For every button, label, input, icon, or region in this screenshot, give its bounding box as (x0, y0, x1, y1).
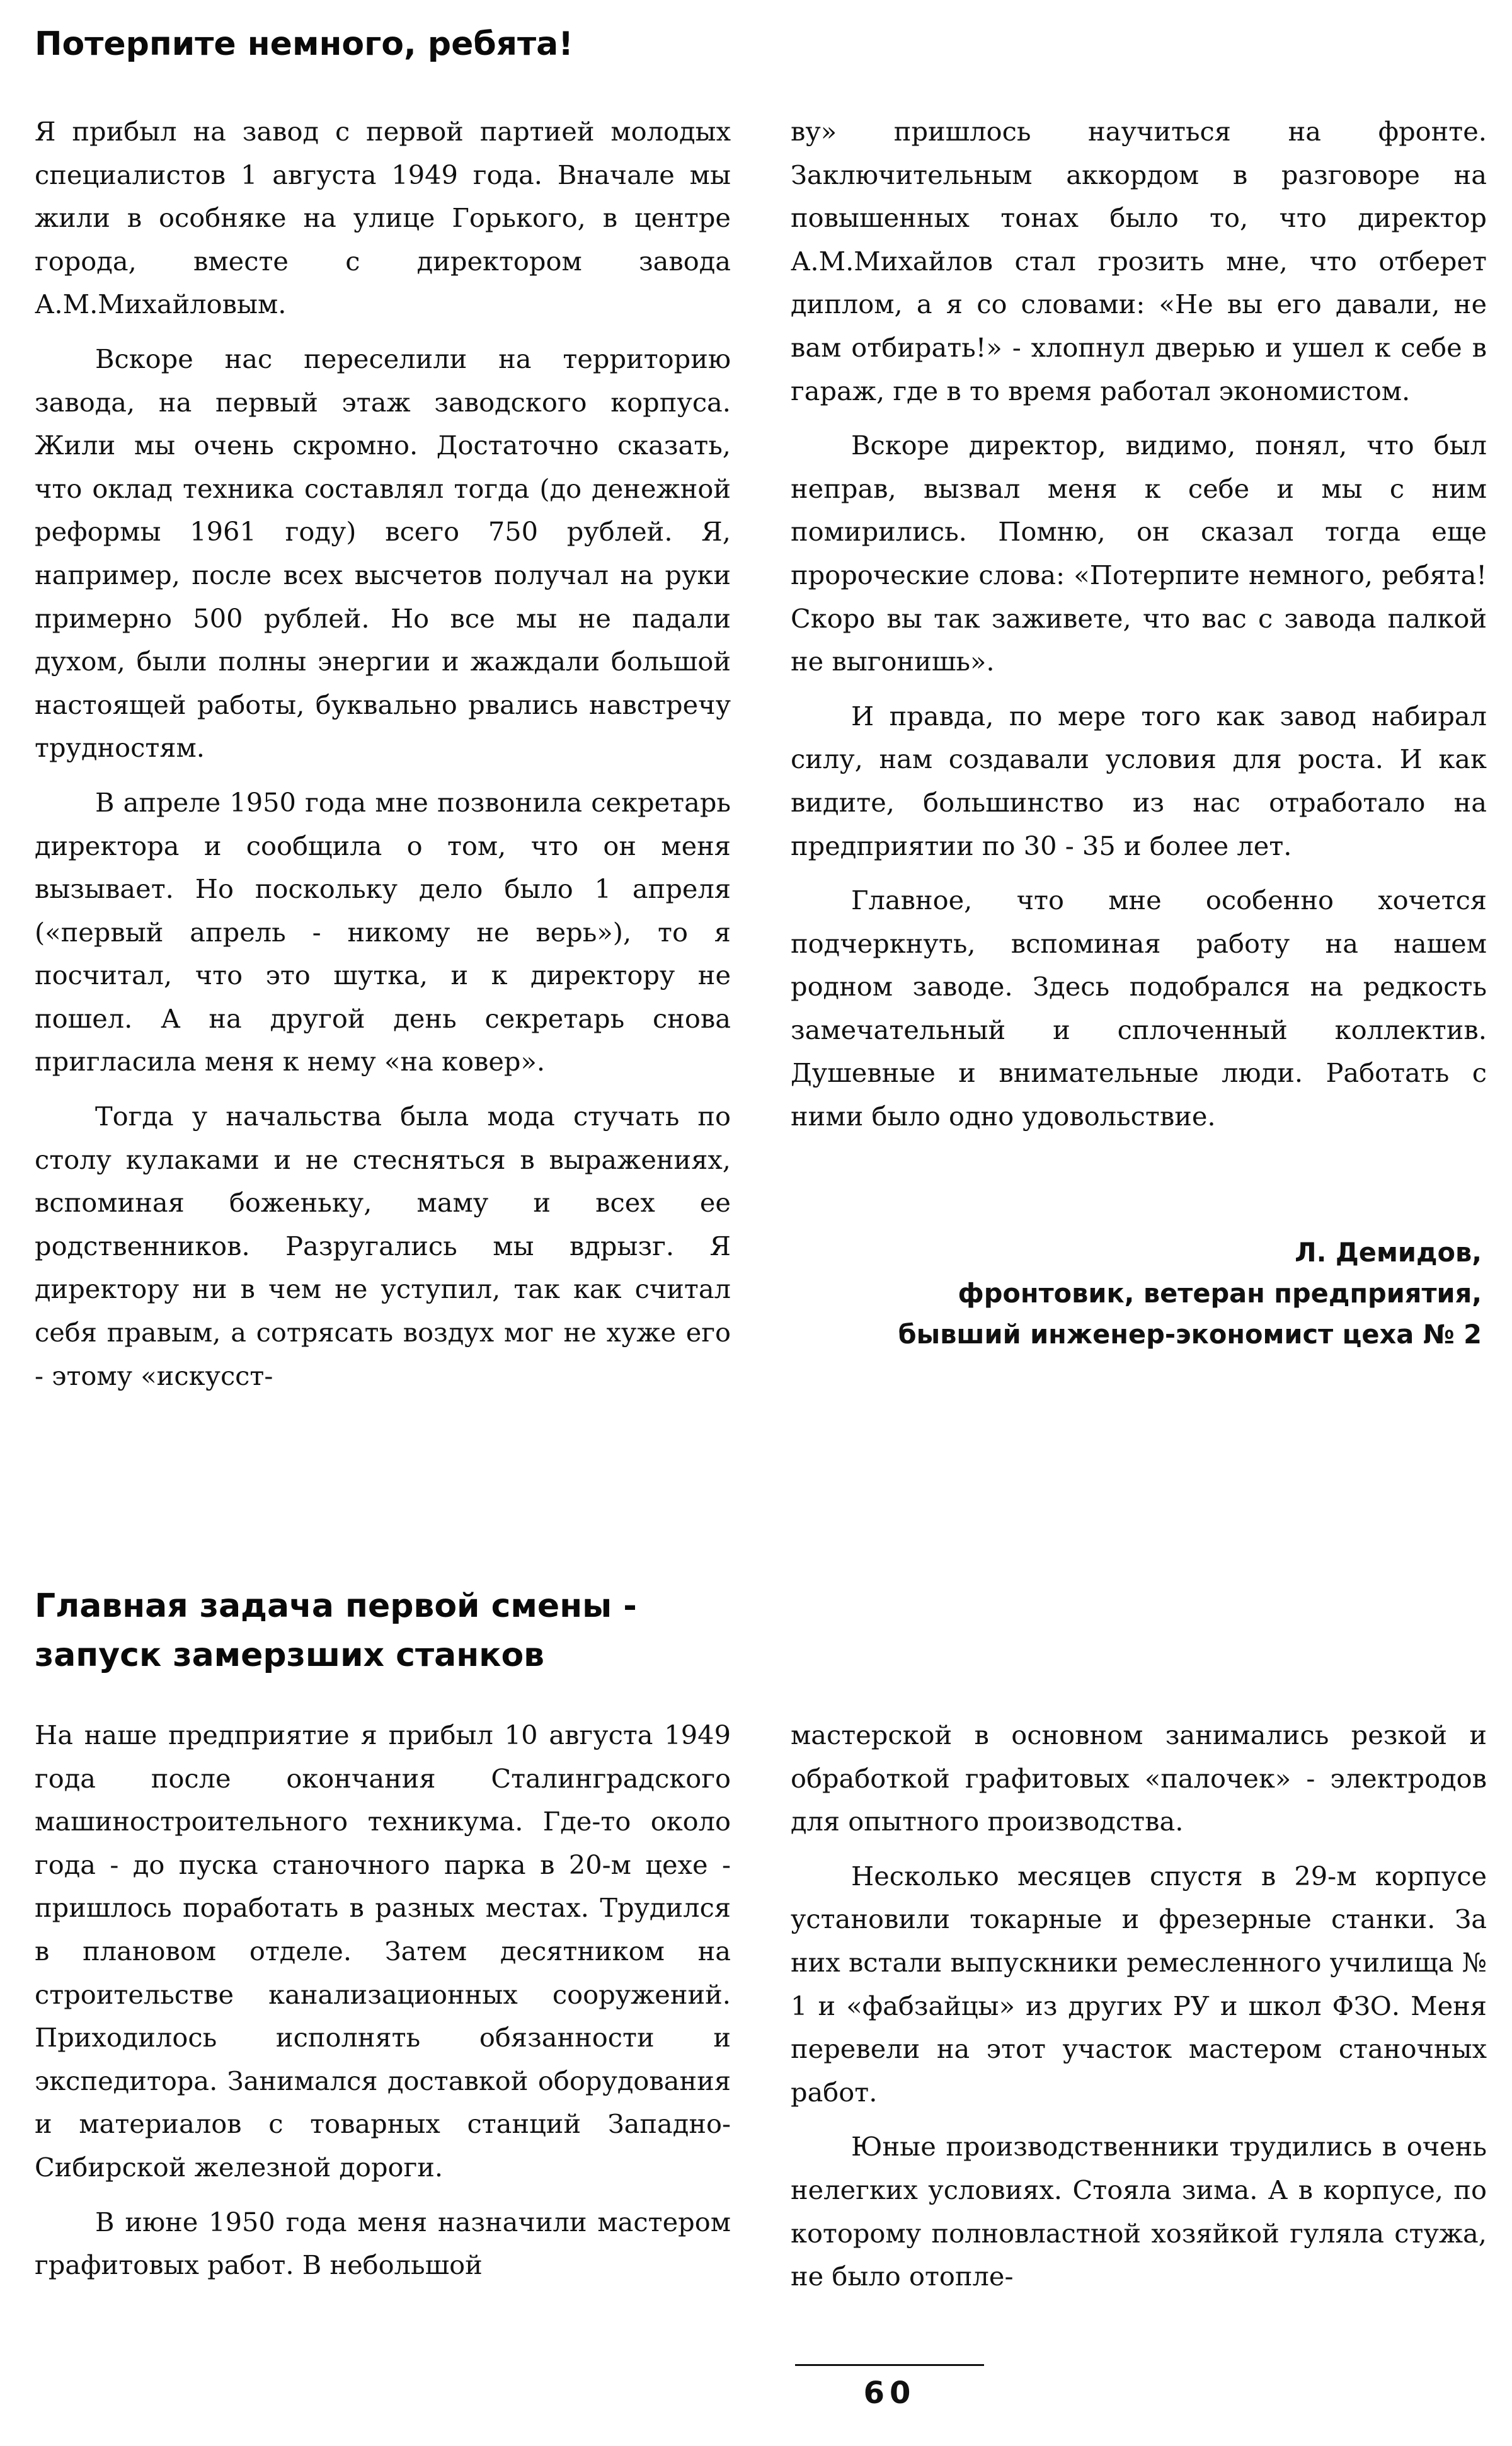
page-number-rule (795, 2364, 984, 2366)
article-1-paragraph: Вскоре нас переселили на территорию завода, на первый этаж заводского корпуса. Жили мы очень скромно. Достаточно сказать, что оклад техника составлял тогда (до денежной реформы 1961 году) всего 750 рублей. Я, например, после всех высчетов получал на руки примерно 500 рублей. Но все мы не падали духом, были полны энергии и жаждали большой настоящей работы, буквально рвались навстречу трудностям. (35, 343, 731, 764)
article-2-paragraph: Юные производственники трудились в очень нелегких условиях. Стояла зима. А в корпусе, по которому полновластной хозяйкой гуляла стужа, не было отопле- (791, 2131, 1487, 2292)
author-position: бывший инженер-экономист цеха № 2 (898, 1319, 1482, 1350)
article-1-paragraph: В апреле 1950 года мне позвонила секретарь директора и сообщила о том, что он меня вызывает. Но поскольку дело было 1 апреля («первый апрель - никому не верь»), то я посчитал, что это шутка, и к директору не пошел. А на другой день секретарь снова пригласила меня к нему «на ковер». (35, 786, 731, 1077)
article-1-right-column (791, 110, 1487, 1150)
author-name: Л. Демидов, (1295, 1237, 1482, 1268)
article-2-right-column (791, 1714, 1487, 2310)
article-2-title (35, 1582, 637, 1680)
article-2-paragraph: В июне 1950 года меня назначили мастером графитовых работ. В небольшой (35, 2206, 731, 2281)
author-role: фронтовик, ветеран предприятия, (958, 1278, 1482, 1309)
article-2-paragraph: Несколько месяцев спустя в 29-м корпусе установили токарные и фрезерные станки. За них встали выпускники ремесленного училища № 1 и «фабзайцы» из других РУ и школ ФЗО. Меня перевели на этот участок мастером станочных работ. (791, 1860, 1487, 2108)
article-1-paragraph: Тогда у начальства была мода стучать по столу кулаками и не стесняться в выражениях, вспоминая боженьку, маму и всех ее родственников. Разругались мы вдрызг. Я директору ни в чем не уступил, так как считал себя правым, а сотрясать воздух мог не хуже его - этому «искусст- (35, 1101, 731, 1391)
author-signature (898, 1232, 1482, 1355)
article-1-left-column (35, 110, 731, 1409)
article-2-title-line-2: запуск замерзших станков (35, 1636, 545, 1674)
article-1-paragraph: ву» пришлось научиться на фронте. Заключительным аккордом в разговоре на повышенных тонах было то, что директор А.М.Михайлов стал грозить мне, что отберет диплом, а я со словами: «Не вы его давали, не вам отбирать!» - хлопнул дверью и ушел к себе в гараж, где в то время работал экономистом. (791, 116, 1487, 406)
article-1-title: Потерпите немного, ребята! (35, 25, 573, 63)
article-1-paragraph: Я прибыл на завод с первой партией молодых специалистов 1 августа 1949 года. Вначале мы жили в особняке на улице Горького, в центре города, вместе с директором завода А.М.Михайловым. (35, 116, 731, 320)
article-1-paragraph: Главное, что мне особенно хочется подчеркнуть, вспоминая работу на нашем родном заводе. Здесь подобрался на редкость замечательный и сплоченный коллектив. Душевные и внимательные люди. Работать с ними было одно удовольствие. (791, 885, 1487, 1132)
article-2-paragraph: мастерской в основном занимались резкой и обработкой графитовых «палочек» - электродов для опытного производства. (791, 1720, 1487, 1837)
article-2-paragraph: На наше предприятие я прибыл 10 августа 1949 года после окончания Сталинградского машиностроительного техникума. Где-то около года - до пуска станочного парка в 20-м цехе - пришлось поработать в разных местах. Трудился в плановом отделе. Затем десятником на строительстве канализационных сооружений. Приходилось исполнять обязанности и экспедитора. Занимался доставкой оборудования и материалов с товарных станций Западно-Сибирской железной дороги. (35, 1720, 731, 2183)
page-number: 60 (863, 2375, 916, 2411)
article-1-paragraph: И правда, по мере того как завод набирал силу, нам создавали условия для роста. И как видите, большинство из нас отработало на предприятии по 30 - 35 и более лет. (791, 700, 1487, 861)
article-1-paragraph: Вскоре директор, видимо, понял, что был неправ, вызвал меня к себе и мы с ним помирились. Помню, он сказал тогда еще пророческие слова: «Потерпите немного, ребята! Скоро вы так заживете, что вас с завода палкой не выгонишь». (791, 430, 1487, 677)
article-2-left-column (35, 1714, 731, 2299)
article-2-title-line-1: Главная задача первой смены - (35, 1587, 637, 1625)
